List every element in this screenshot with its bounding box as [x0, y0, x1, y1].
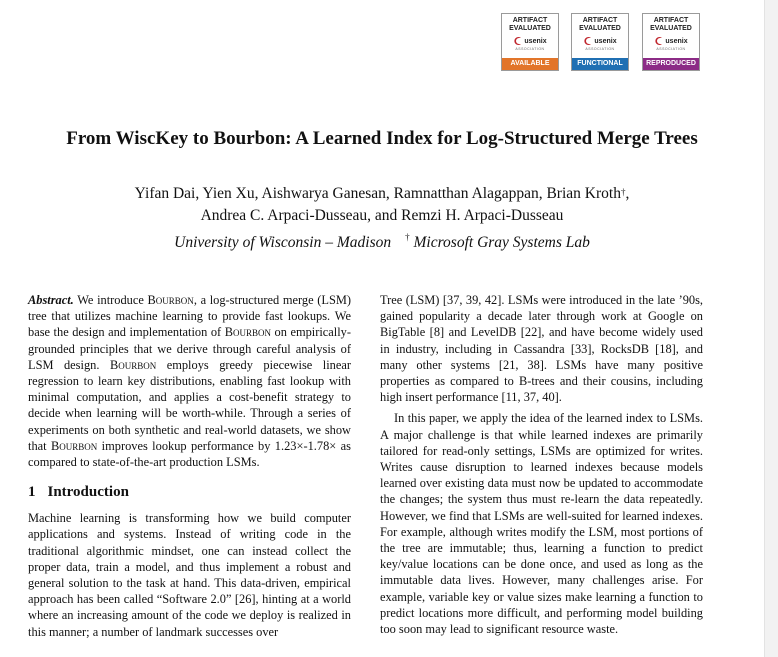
affiliation-microsoft: Microsoft Gray Systems Lab [413, 234, 590, 251]
body-paragraph: Tree (LSM) [37, 39, 42]. LSMs were introduced in the late ’90s, gained popularity a decade later through work at Google on BigTable [8] and LevelDB [22], and have become widely used in industry, including in Cassandra [33], RocksDB [18], and many other systems [21, 38]. LSMs have many positive properties as compared to B-trees and their cousins, including high insert performance [11, 37, 40]. [380, 293, 703, 405]
section-heading [28, 483, 351, 501]
left-column [28, 292, 351, 640]
abstract-label: Abstract. [28, 293, 74, 307]
artifact-badge-available [501, 13, 559, 71]
abstract-text: , a log-structured merge (LSM) tree that utilizes machine learning to provide fast lookups. We base the design and implementation of [28, 293, 351, 340]
badge-line1: ARTIFACT [582, 17, 618, 24]
affiliation-mark: † [620, 187, 626, 197]
author-list [0, 183, 764, 227]
system-name: Bourbon [224, 325, 271, 340]
affiliation-mark: † [405, 232, 410, 242]
author-line-1 [0, 183, 764, 205]
author-line-2: Andrea C. Arpaci-Dusseau, and Remzi H. Arpaci-Dusseau [200, 207, 564, 224]
system-name: Bourbon [50, 438, 98, 453]
badge-line2: EVALUATED [650, 25, 692, 32]
abstract [28, 292, 351, 470]
badge-line1: ARTIFACT [512, 17, 548, 24]
section-title: Introduction [47, 484, 129, 501]
badge-logo-text: usenix [524, 37, 547, 45]
badge-status: AVAILABLE [502, 58, 558, 70]
artifact-badge-functional [571, 13, 629, 71]
usenix-swirl-icon [654, 36, 664, 46]
usenix-logo [502, 35, 558, 47]
abstract-text: We introduce [73, 293, 148, 307]
viewer-scrollbar-track[interactable] [764, 0, 778, 657]
paper-title: From WiscKey to Bourbon: A Learned Index for Log-Structured Merge Trees [66, 128, 698, 149]
body-paragraph: In this paper, we apply the idea of the learned index to LSMs. A major challenge is that while learned indexes are primarily tailored for read-only settings, LSMs are optimized for writes. Writes cause disruption to learned indexes because models learned over existing data must now be updated to accommodate the changes; the system thus must re-learn the data repeatedly. However, we find that LSMs are well-suited for learned indexes. For example, although writes modify the LSM, most portions of the tree are immutable; thus, learning a function to predict key/value locations can be done once, and used as long as the immutable data lives. However, many challenges arise. For example, variable key or value sizes make learning a function to predict locations more difficult, and performing model building too soon may lead to significant resource waste. [380, 411, 703, 637]
affiliations [0, 234, 764, 252]
artifact-badge-reproduced [642, 13, 700, 71]
badge-line2: EVALUATED [509, 25, 551, 32]
badge-line1: ARTIFACT [653, 17, 689, 24]
badge-line2: EVALUATED [579, 25, 621, 32]
usenix-swirl-icon [513, 36, 523, 46]
section-number: 1 [28, 484, 36, 501]
badge-logo-text: usenix [665, 37, 688, 45]
badge-assoc: ASSOCIATION [515, 47, 545, 51]
badge-logo-text: usenix [594, 37, 617, 45]
abstract-text: employs greedy piecewise linear regression to learn key distributions, enabling fast lookup with minimal computation, and applies a cost-benefit strategy to decide when learning will be worth-while. Through a series of experiments on both synthetic and real-world datasets, we show that [28, 357, 351, 453]
author-comma: , [625, 185, 630, 202]
right-column [380, 292, 703, 637]
affiliation-uw: University of Wisconsin – Madison [174, 234, 392, 251]
intro-paragraph: Machine learning is transforming how we build computer applications and systems. Instead of writing code in the traditional algorithmic mindset, one can instead collect the proper data, train a model, and thus implement a robust and general solution to the task at hand. This data-driven, empirical approach has been called “Software 2.0” [26], hinting at a world where an increasing amount of the code we deploy is realized in this manner; a number of landmark successes over [28, 511, 351, 639]
usenix-logo [643, 35, 699, 47]
abstract-text: on empirically-grounded principles that we derive through careful analysis of LSM design. [28, 325, 351, 372]
system-name: Bourbon [109, 357, 157, 372]
badge-status: REPRODUCED [643, 58, 699, 70]
abstract-text: improves lookup performance by 1.23×-1.78× as compared to state-of-the-art production LSMs. [28, 438, 351, 470]
badge-assoc: ASSOCIATION [585, 47, 615, 51]
author-names-1: Yifan Dai, Yien Xu, Aishwarya Ganesan, Ramnatthan Alagappan, Brian Kroth [134, 185, 621, 202]
usenix-logo [572, 35, 628, 47]
system-name: Bourbon [147, 293, 194, 307]
badge-status: FUNCTIONAL [572, 58, 628, 70]
badge-assoc: ASSOCIATION [656, 47, 686, 51]
usenix-swirl-icon [583, 36, 593, 46]
